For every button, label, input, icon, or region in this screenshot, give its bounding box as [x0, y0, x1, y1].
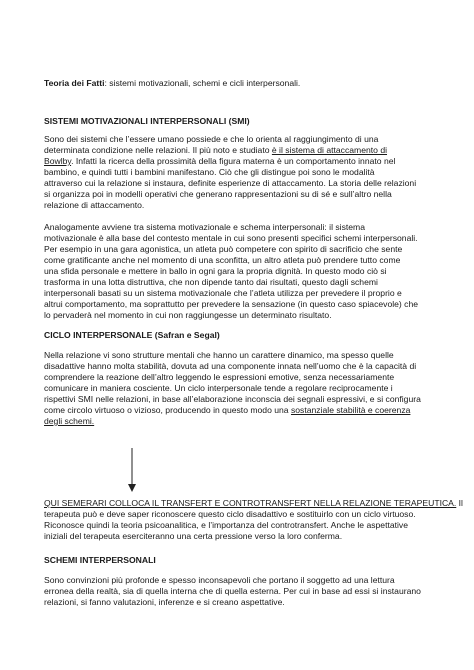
text-span: . Infatti la ricerca della prossimità della figura materna è un comportamento innato nel: [71, 156, 396, 166]
text-line: trasforma in una lotta distruttiva, che non dipende tanto dai risultati, questo dagli schemi: [44, 277, 378, 287]
text-line: comunicare in maniera cosciente. Un ciclo interpersonale tende a regolare reciprocamente i: [44, 383, 393, 393]
heading-schemi: SCHEMI INTERPERSONALI: [44, 555, 156, 565]
underlined-text: è il sistema di attaccamento di: [271, 145, 388, 155]
text-line: Analogamente avviene tra sistema motivazionale e schema interpersonali: il sistema: [44, 222, 365, 232]
underlined-text: degli schemi.: [44, 416, 95, 426]
text-line: rispettivi SMI nelle relazioni, in base all’elaborazione inconscia dei segnali espressivi, e si configura: [44, 394, 421, 404]
underlined-text: QUI SEMERARI COLLOCA IL TRANSFERT E CONTROTRANSFERT NELLA RELAZIONE TERAPEUTICA.: [44, 498, 457, 508]
text-line: erronea della realtà, sia di quella interna che di quella esterna. Per cui in base ad essi si instaurano: [44, 586, 421, 596]
text-line: interpersonali basati su un sistema motivazionale che l’atleta utilizza per prevedere il proprio e: [44, 288, 402, 298]
text-line: altrui comportamento, ma soprattutto per prevedere la sensazione (in questo caso spiacevole) che: [44, 299, 419, 309]
text-span: determinata condizione nelle relazioni. Il più noto e studiato: [44, 145, 272, 155]
text-line: Nella relazione vi sono strutture mentali che hanno un carattere dinamico, ma spesso quelle: [44, 350, 394, 360]
text-line: lo pervaderà nel momento in cui non raggiungesse un determinato risultato.: [44, 310, 332, 320]
text-line: [44, 156, 395, 167]
text-line: [44, 145, 387, 156]
text-line: motivazionale è alla base del contesto mentale in cui sono presenti specifici schemi interpersonali.: [44, 233, 418, 243]
text-line: Sono convinzioni più profonde e spesso inconsapevoli che portano il soggetto ad una lettura: [44, 575, 395, 585]
title-rest: : sistemi motivazionali, schemi e cicli interpersonali.: [104, 78, 301, 88]
text-line: [44, 416, 94, 427]
text-line: bambino, e quindi tutti i bambini manifestano. Ciò che gli distingue poi sono le modalità: [44, 167, 375, 177]
document-title: [44, 78, 300, 89]
text-span: Il: [456, 498, 463, 508]
text-line: una sfida personale e mettere in ballo in ogni gara la propria dignità. In questo modo ciò si: [44, 266, 387, 276]
text-line: comprendere la reazione dell’altro leggendo le espressioni emotive, senza necessariamente: [44, 372, 395, 382]
text-line: [44, 498, 463, 509]
underlined-text: sostanziale stabilità e coerenza: [290, 405, 411, 415]
text-line: Sono dei sistemi che l’essere umano possiede e che lo orienta al raggiungimento di una: [44, 134, 379, 144]
text-line: Riconosce quindi la teoria psicoanalitica, e l’importanza del controtransfert. Anche le aspettative: [44, 520, 409, 530]
text-line: relazione di attaccamento.: [44, 200, 145, 210]
text-line: Per esempio in una gara agonistica, un atleta può competere con spirito di sacrificio che sente: [44, 244, 403, 254]
text-line: come gratificante anche nel momento di una sconfitta, un altro atleta può prendere tutto come: [44, 255, 401, 265]
title-bold: Teoria dei Fatti: [44, 78, 105, 88]
heading-ciclo: CICLO INTERPERSONALE (Safran e Segal): [44, 330, 220, 340]
text-line: relazioni, si fanno valutazioni, inferenze e si creano aspettative.: [44, 597, 285, 607]
down-arrow-icon: [124, 448, 140, 494]
underlined-text: Bowlby: [44, 156, 72, 166]
text-line: iniziali del terapeuta eserciteranno una certa pressione verso la loro conferma.: [44, 531, 343, 541]
text-line: terapeuta può e deve saper riconoscere questo ciclo disadattivo e sostituirlo con un ciclo virtuoso.: [44, 509, 416, 519]
text-line: attraverso cui la relazione si instaura, definite esperienze di attaccamento. La storia delle relazioni: [44, 178, 417, 188]
heading-smi: SISTEMI MOTIVAZIONALI INTERPERSONALI (SMI): [44, 116, 250, 126]
text-line: si organizza poi in modelli operativi che generano rappresentazioni su di sé e sull’altro nella: [44, 189, 392, 199]
text-line: [44, 405, 410, 416]
text-span: come circolo virtuoso o vizioso, producendo in questo modo una: [44, 405, 291, 415]
text-line: disadattive hanno molta stabilità, dovuta ad una componente innata nell’uomo che è la capacità di: [44, 361, 417, 371]
